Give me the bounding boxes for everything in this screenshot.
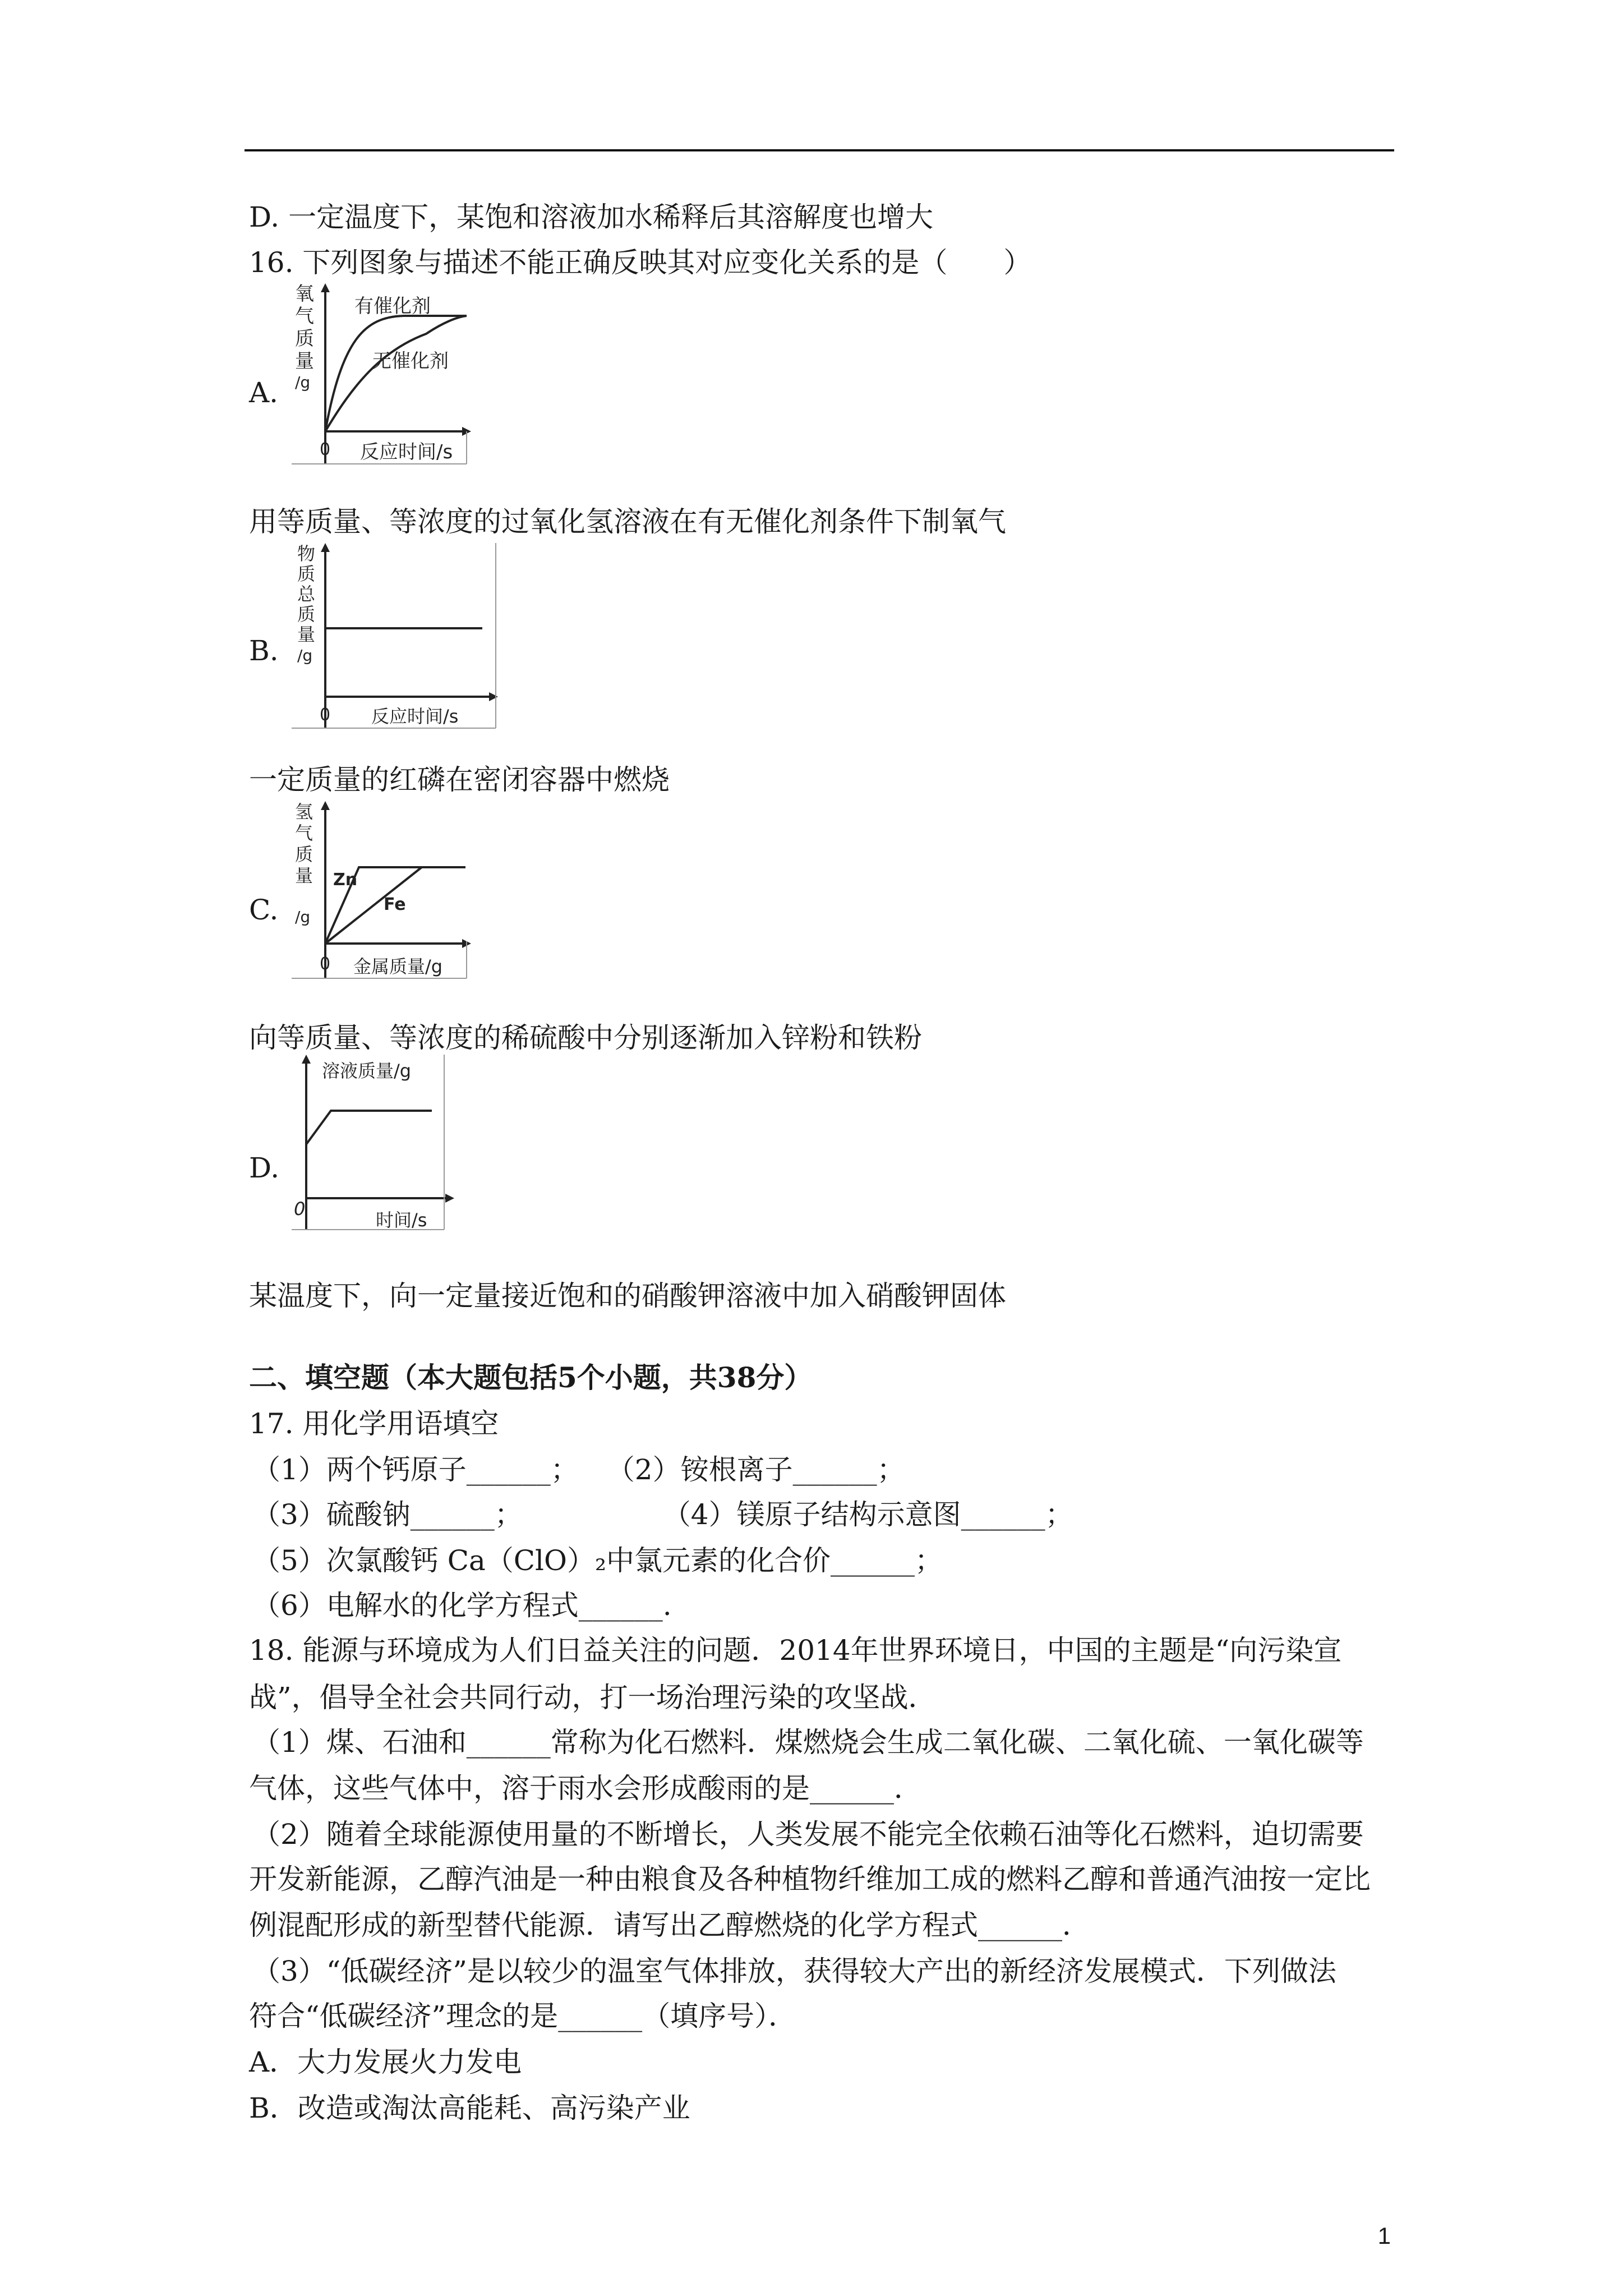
option-c-caption: 向等质量、等浓度的稀硫酸中分别逐渐加入锌粉和铁粉 xyxy=(249,1022,922,1054)
q18-line-9: 符合“低碳经济”理念的是______（填序号）． xyxy=(249,2000,797,2032)
graph-c-ylabel-2: 气 xyxy=(295,822,313,844)
q18-line-7: 例混配形成的新型替代能源．请写出乙醇燃烧的化学方程式______． xyxy=(249,1909,1090,1941)
graph-a-curve-label-1: 有催化剂 xyxy=(354,295,431,318)
graph-c-xlabel: 金属质量/g xyxy=(353,956,443,977)
graph-a-yunit: /g xyxy=(295,373,311,392)
graph-d xyxy=(292,1055,454,1234)
graph-a-ylabel-1: 氧 xyxy=(295,283,314,305)
graph-b-ylabel-4: 质 xyxy=(297,604,316,625)
graph-a-ylabel-2: 气 xyxy=(295,305,314,328)
curve-catalyst xyxy=(325,316,467,431)
question-16-stem: 16. 下列图象与描述不能正确反映其对应变化关系的是（ ） xyxy=(249,246,1032,279)
option-b-label: B. xyxy=(249,634,279,667)
option-d-caption: 某温度下，向一定量接近饱和的硝酸钾溶液中加入硝酸钾固体 xyxy=(249,1280,1006,1312)
graph-b-ylabel-5: 量 xyxy=(297,624,316,645)
graph-d-xlabel: 时间/s xyxy=(376,1209,427,1231)
q18-line-5: （2）随着全球能源使用量的不断增长，人类发展不能完全依赖石油等化石燃料，迫切需要 xyxy=(252,1818,1364,1851)
q18-line-1: 18. 能源与环境成为人们日益关注的问题．2014年世界环境日，中国的主题是“向污染宣 xyxy=(249,1634,1342,1667)
graph-a-ylabel-3: 质 xyxy=(295,328,314,350)
graph-d-origin: 0 xyxy=(294,1198,306,1220)
graph-c-ylabel-3: 质 xyxy=(295,844,313,865)
graph-a xyxy=(292,283,471,468)
graph-c-yunit: /g xyxy=(295,908,311,926)
graph-b-ylabel-2: 质 xyxy=(297,563,316,585)
q18-line-6: 开发新能源，乙醇汽油是一种由粮食及各种植物纤维加工成的燃料乙醇和普通汽油按一定比 xyxy=(249,1863,1371,1895)
q18-line-8: （3）“低碳经济”是以较少的温室气体排放，获得较大产出的新经济发展模式．下列做法 xyxy=(252,1955,1336,1987)
option-a-label: A. xyxy=(249,376,279,409)
graph-b xyxy=(292,543,499,731)
solution-mass-curve xyxy=(306,1111,432,1144)
graph-c-ylabel-1: 氢 xyxy=(295,801,313,822)
graph-b-ylabel-3: 总 xyxy=(297,583,316,605)
graph-b-origin: 0 xyxy=(320,705,331,725)
page-number: 1 xyxy=(1377,2223,1391,2249)
option-b-caption: 一定质量的红磷在密闭容器中燃烧 xyxy=(249,763,670,796)
graph-c-curve-label-fe: Fe xyxy=(384,895,406,914)
q18-option-a: A．大力发展火力发电 xyxy=(249,2046,522,2078)
q17-row-2: （3）硫酸钠______； （4）镁原子结构示意图______； xyxy=(252,1498,1073,1531)
graph-a-origin: 0 xyxy=(320,440,331,459)
option-d-prev-question: D. 一定温度下，某饱和溶液加水稀释后其溶解度也增大 xyxy=(249,201,934,233)
q18-line-2: 战”，倡导全社会共同行动，打一场治理污染的攻坚战． xyxy=(249,1681,937,1714)
q18-line-3: （1）煤、石油和______常称为化石燃料．煤燃烧会生成二氧化碳、二氧化硫、一氧化碳等 xyxy=(252,1726,1364,1759)
graph-c-curve-label-zn: Zn xyxy=(333,870,358,890)
q17-row-3: （5）次氯酸钙 Ca（ClO）₂中氯元素的化合价______； xyxy=(252,1544,943,1577)
graph-a-curve-label-2: 无催化剂 xyxy=(372,350,449,372)
graph-a-xlabel: 反应时间/s xyxy=(360,441,453,463)
graph-b-xlabel: 反应时间/s xyxy=(371,706,459,727)
q18-line-4: 气体，这些气体中，溶于雨水会形成酸雨的是______． xyxy=(249,1772,922,1805)
option-d-label: D. xyxy=(249,1152,280,1184)
option-c-label: C. xyxy=(249,894,279,926)
question-17-stem: 17. 用化学用语填空 xyxy=(249,1407,499,1440)
q17-row-1: （1）两个钙原子______； （2）铵根离子______； xyxy=(252,1453,905,1486)
graph-b-ylabel-1: 物 xyxy=(297,543,316,564)
graph-c-origin: 0 xyxy=(320,954,331,974)
q17-row-4: （6）电解水的化学方程式______. xyxy=(252,1589,672,1622)
graph-b-yunit: /g xyxy=(297,646,313,665)
graph-c-ylabel-4: 量 xyxy=(295,865,313,886)
graph-c xyxy=(292,801,471,981)
q18-option-b: B．改造或淘汰高能耗、高污染产业 xyxy=(249,2092,690,2124)
graph-d-ytitle: 溶液质量/g xyxy=(322,1060,412,1082)
section-2-title: 二、填空题（本大题包括5个小题，共38分） xyxy=(249,1361,813,1394)
graph-a-ylabel-4: 量 xyxy=(295,350,314,372)
option-a-caption: 用等质量、等浓度的过氧化氢溶液在有无催化剂条件下制氧气 xyxy=(249,505,1006,538)
header-rule xyxy=(245,149,1394,151)
curve-no-catalyst xyxy=(325,316,467,431)
